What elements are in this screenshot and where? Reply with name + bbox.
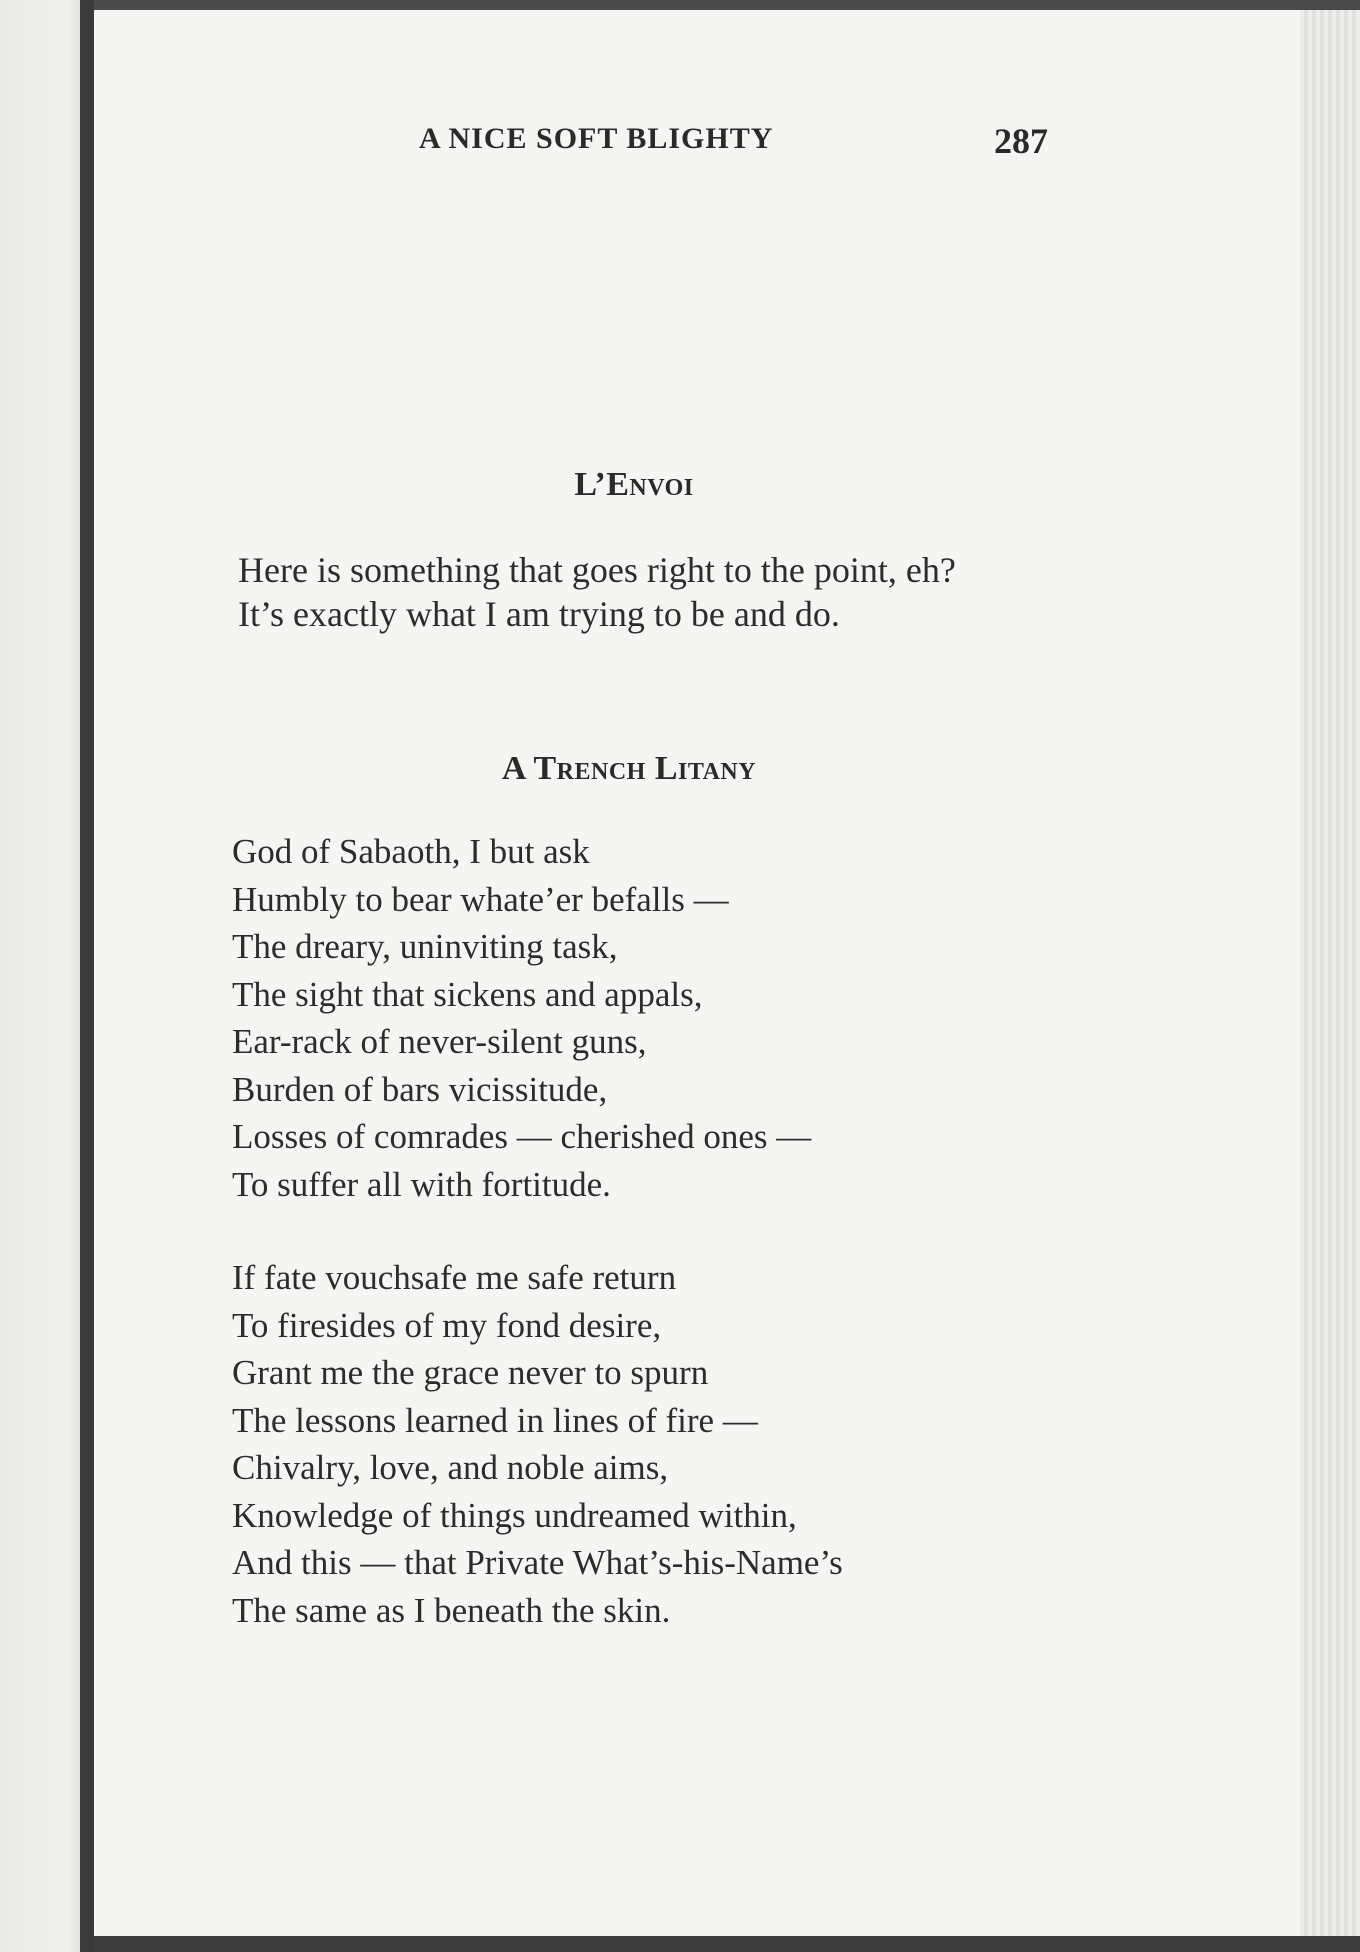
- poem-line: Chivalry, love, and noble aims,: [232, 1448, 669, 1487]
- poem-line: Ear-rack of never-silent guns,: [232, 1022, 647, 1061]
- bottom-border: [94, 1936, 1360, 1952]
- poem-line: To firesides of my fond desire,: [232, 1305, 662, 1345]
- running-title: A NICE SOFT BLIGHTY: [419, 122, 774, 155]
- envoi-text: [198, 548, 1168, 636]
- poem-line: The same as I beneath the skin.: [232, 1590, 671, 1630]
- page-number: 287: [994, 121, 1048, 161]
- poem-line: Burden of bars vicissitude,: [232, 1069, 608, 1109]
- poem-line: And this — that Private What’s-his-Name’s: [232, 1543, 843, 1582]
- poem-line: Grant me the grace never to spurn: [232, 1353, 709, 1392]
- top-border: [94, 0, 1360, 10]
- running-head: [94, 122, 1304, 172]
- poem-line: To suffer all with fortitude.: [232, 1164, 611, 1204]
- page-block-edge: [1300, 10, 1360, 1936]
- poem-line: Humbly to bear whate’er befalls —: [232, 879, 729, 919]
- facing-page-edge: [0, 0, 80, 1952]
- book-page: [94, 10, 1304, 1936]
- envoi-paragraph: Here is something that goes right to the point, eh?: [238, 550, 956, 590]
- poem-line: Losses of comrades — cherished ones —: [232, 1117, 812, 1156]
- poem-line: Knowledge of things undreamed within,: [232, 1495, 797, 1535]
- poem-line: God of Sabaoth, I but ask: [232, 832, 590, 871]
- envoi-paragraph: It’s exactly what I am trying to be and do.: [238, 594, 840, 634]
- poem-line: The sight that sickens and appals,: [232, 974, 703, 1014]
- poem-stanza: [232, 1254, 843, 1634]
- poem-line: The lessons learned in lines of fire —: [232, 1400, 758, 1440]
- poem-line: If fate vouchsafe me safe return: [232, 1258, 677, 1297]
- envoi-heading: L’Envoi: [574, 466, 694, 503]
- book-gutter: [80, 0, 94, 1952]
- poem-line: The dreary, uninviting task,: [232, 927, 618, 966]
- poem-title: A Trench Litany: [501, 750, 757, 787]
- poem-stanza: [232, 828, 811, 1208]
